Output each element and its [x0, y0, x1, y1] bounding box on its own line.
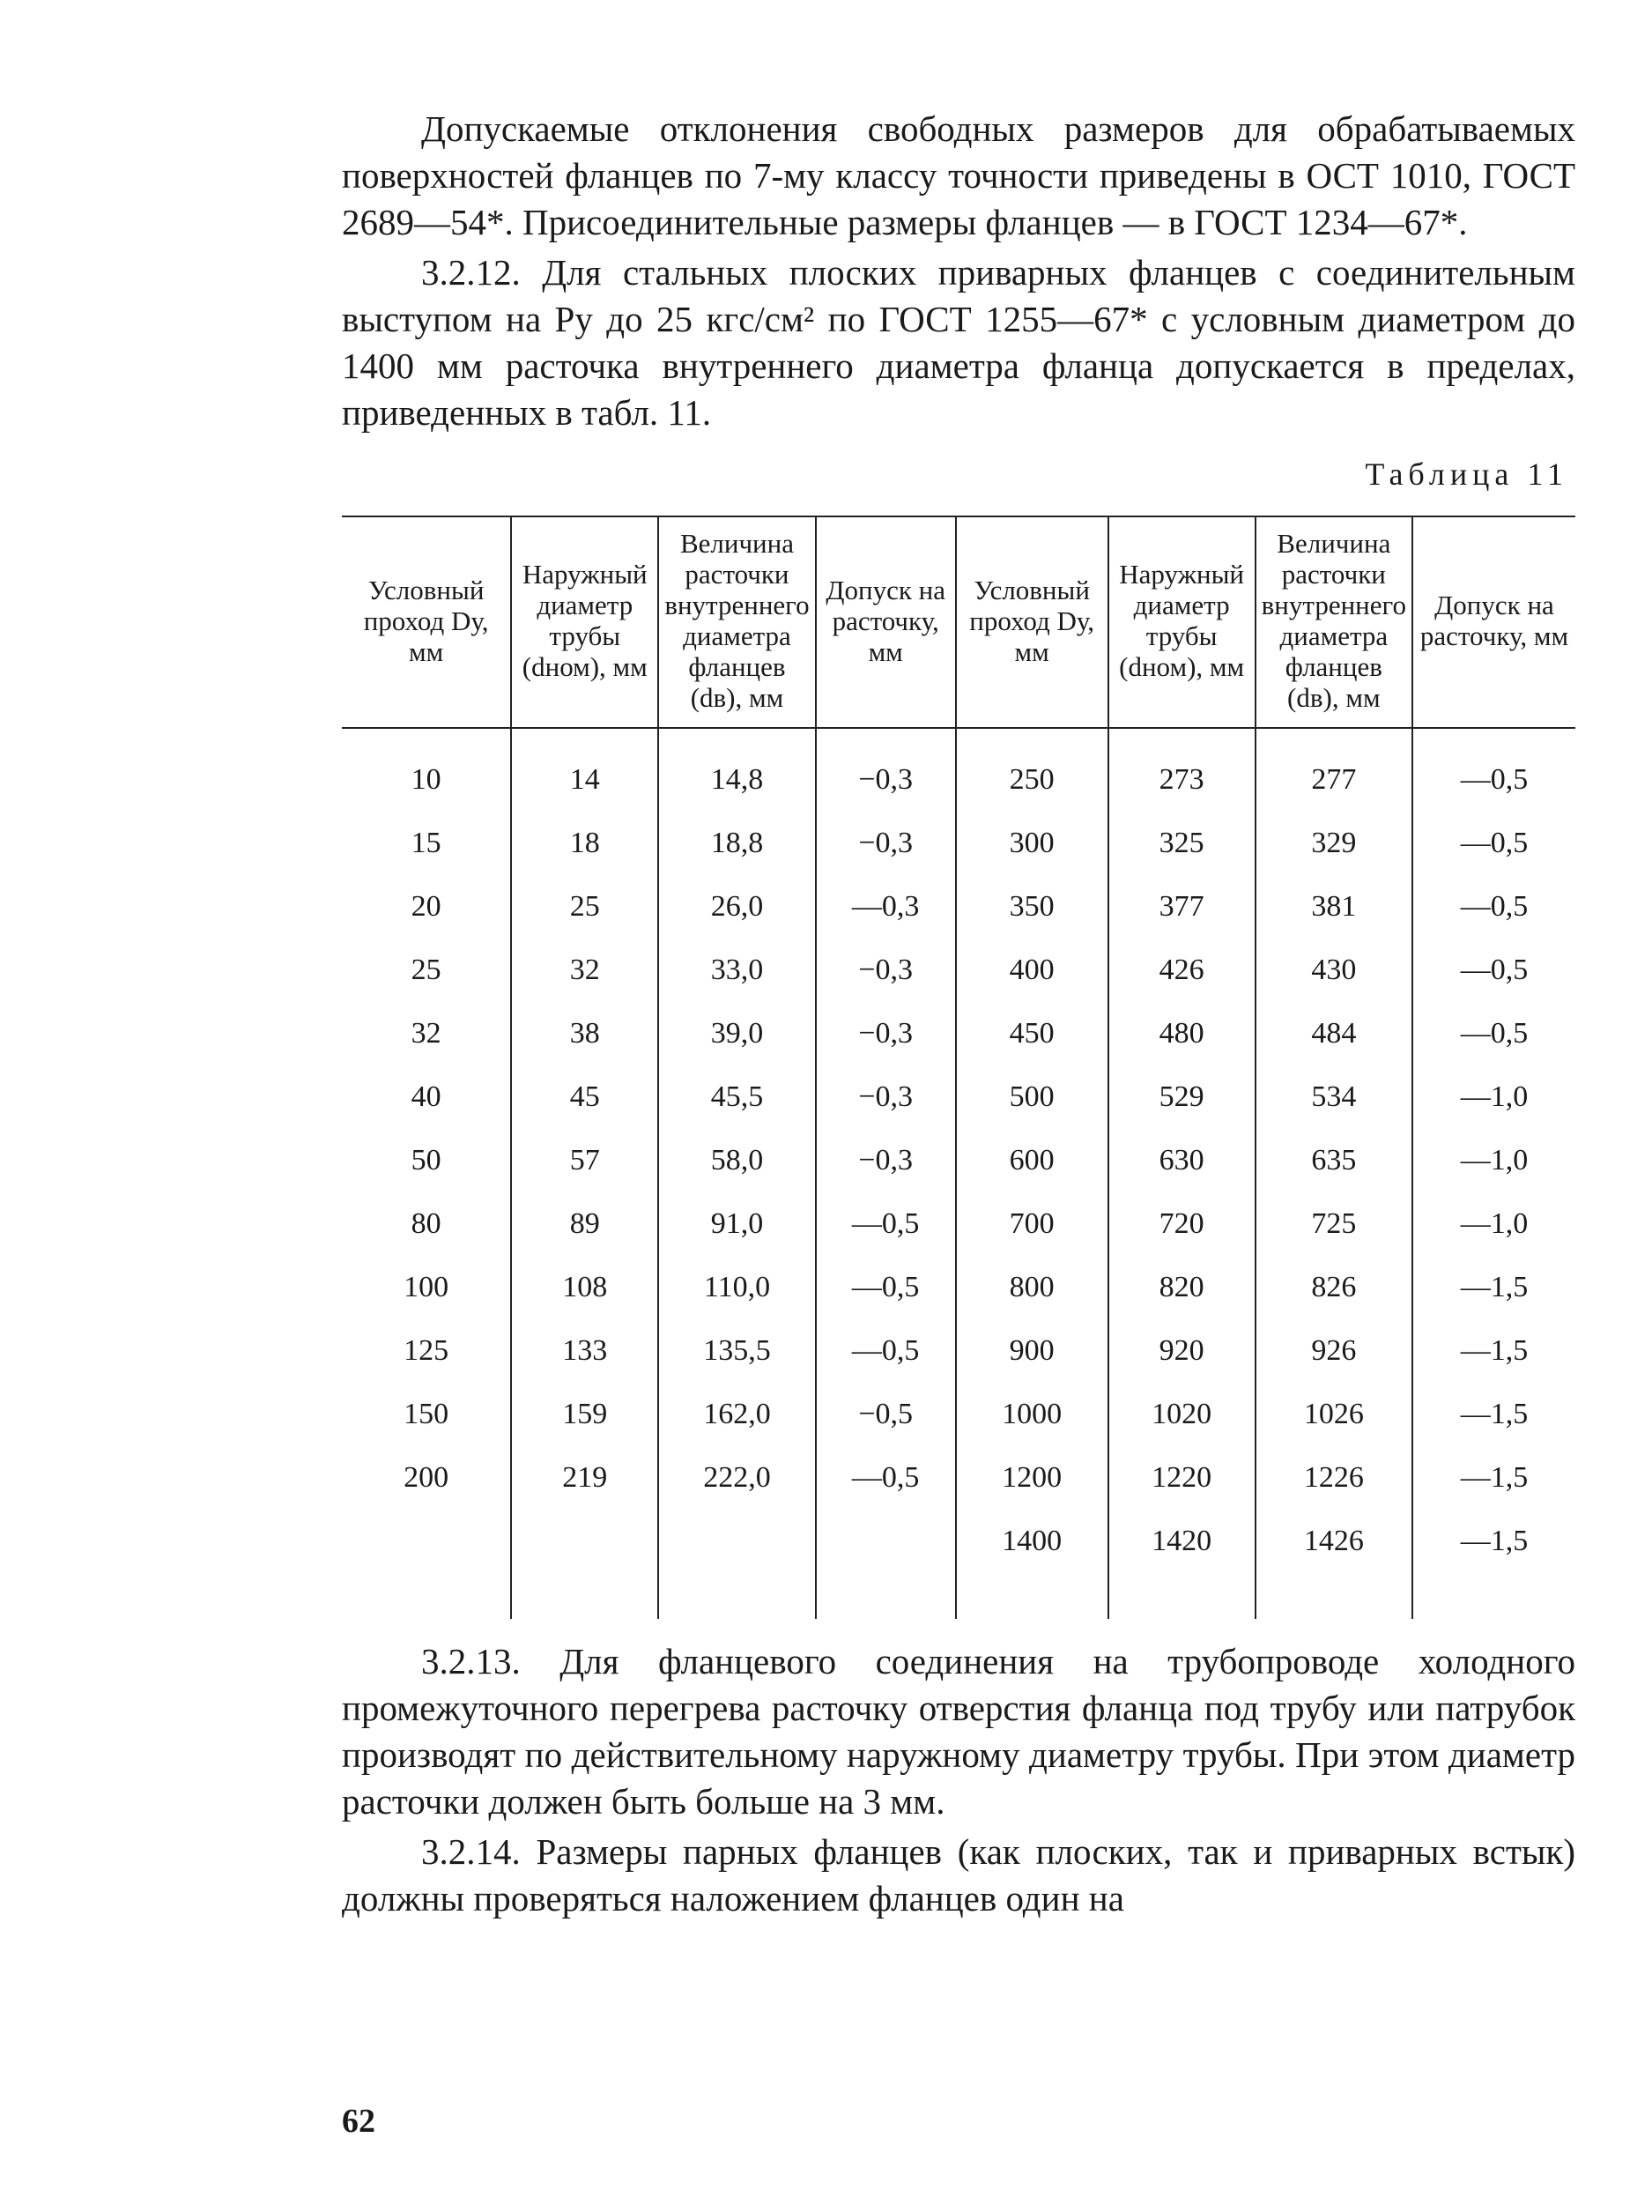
table-cell: 926	[1256, 1319, 1412, 1383]
table-cell: —1,5	[1412, 1510, 1575, 1573]
table-row	[342, 1446, 1575, 1510]
table-cell: 1400	[956, 1510, 1108, 1573]
table-cell: −0,5	[816, 1383, 956, 1446]
table-row	[342, 875, 1575, 939]
table-cell: 58,0	[658, 1129, 815, 1192]
table-cell: 1000	[956, 1383, 1108, 1446]
header-nominal-bore: Условный проход Dу, мм	[342, 516, 511, 728]
table-cell: 900	[956, 1319, 1108, 1383]
table-row	[342, 1510, 1575, 1573]
table-row	[342, 1129, 1575, 1192]
table-cell: 100	[404, 1271, 449, 1303]
table-body	[342, 728, 1575, 1619]
table-cell: 159	[511, 1383, 658, 1446]
table-cell: —0,5	[816, 1319, 956, 1383]
table-spacer-cell	[1256, 1573, 1412, 1619]
table-row	[342, 1065, 1575, 1129]
table-cell: 1426	[1256, 1510, 1412, 1573]
paragraph-3-2-12: 3.2.12. Для стальных плоских приварных фланцев с соединительным выступом на Pу до 25 кгс/см² по ГОСТ 1255—67* с условным диаметром до 1400 мм расточка внутреннего диаметра фланца допускается в пределах, приведенных в табл. 11.	[342, 252, 1575, 433]
table-cell: 219	[511, 1446, 658, 1510]
table-cell: 10	[411, 763, 441, 796]
table-caption: Таблица 11	[1365, 457, 1568, 492]
table-cell: —0,5	[816, 1192, 956, 1256]
table-cell: 40	[411, 1080, 441, 1113]
table-cell: 25	[411, 954, 441, 986]
table-cell: −0,3	[816, 812, 956, 875]
table-cell: 277	[1256, 728, 1412, 812]
table-header	[342, 516, 1575, 728]
table-cell: —0,5	[1412, 1002, 1575, 1065]
paragraph-3-2-13: 3.2.13. Для фланцевого соединения на трубопроводе холодного промежуточного перегрева расточку отверстия фланца под трубу или патрубок производят по действительному наружному диаметру трубы. При этом диаметр расточки должен быть больше на 3 мм.	[342, 1641, 1575, 1822]
table-cell: 57	[511, 1129, 658, 1192]
table-cell: 135,5	[658, 1319, 815, 1383]
table-spacer-cell	[956, 1573, 1108, 1619]
table-cell: 250	[956, 728, 1108, 812]
table-cell: 222,0	[658, 1446, 815, 1510]
table-cell: 15	[411, 827, 441, 859]
table-cell: 400	[956, 939, 1108, 1002]
table-cell: 133	[511, 1319, 658, 1383]
table-cell: −0,3	[816, 1065, 956, 1129]
table-cell: 800	[956, 1256, 1108, 1319]
table-cell: 32	[511, 939, 658, 1002]
table-cell: —0,5	[816, 1256, 956, 1319]
table-cell: 1026	[1256, 1383, 1412, 1446]
table-cell: −0,3	[816, 1002, 956, 1065]
table-row	[342, 939, 1575, 1002]
closing-text	[342, 1638, 1575, 1922]
table-cell: 1200	[956, 1446, 1108, 1510]
table-cell: —1,0	[1412, 1065, 1575, 1129]
table-cell: 725	[1256, 1192, 1412, 1256]
table-cell: 325	[1108, 812, 1256, 875]
table-cell: 484	[1256, 1002, 1412, 1065]
header-bore-size-2: Величина расточки внутреннего диаметра фланцев (dв), мм	[1256, 516, 1412, 728]
page-number: 62	[342, 2103, 375, 2140]
table-cell: 820	[1108, 1256, 1256, 1319]
paragraph-3-2-14: 3.2.14. Размеры парных фланцев (как плоских, так и приварных встык) должны проверяться наложением фланцев один на	[342, 1831, 1575, 1919]
table-cell: —1,5	[1412, 1446, 1575, 1510]
table-cell: 26,0	[658, 875, 815, 939]
table-cell: —0,5	[1412, 939, 1575, 1002]
header-bore-size: Величина расточки внутреннего диаметра фланцев (dв), мм	[658, 516, 815, 728]
table-cell: —0,5	[816, 1446, 956, 1510]
table-cell: 600	[956, 1129, 1108, 1192]
table-cell: 50	[411, 1144, 441, 1177]
table-cell: 635	[1256, 1129, 1412, 1192]
table-cell: 300	[956, 812, 1108, 875]
header-bore-tolerance: Допуск на расточку, мм	[816, 516, 956, 728]
table-cell: 91,0	[658, 1192, 815, 1256]
table-row	[342, 812, 1575, 875]
table-11	[342, 516, 1575, 1619]
table-cell: 426	[1108, 939, 1256, 1002]
table-cell: 1220	[1108, 1446, 1256, 1510]
table-cell: —1,5	[1412, 1319, 1575, 1383]
table-cell: —0,5	[1412, 812, 1575, 875]
table-cell: −0,3	[816, 728, 956, 812]
table-spacer-cell	[658, 1573, 815, 1619]
table-cell: 14	[511, 728, 658, 812]
table-cell: 25	[511, 875, 658, 939]
table-cell: 720	[1108, 1192, 1256, 1256]
table-cell: 20	[411, 890, 441, 923]
table-cell: 430	[1256, 939, 1412, 1002]
table-cell: 529	[1108, 1065, 1256, 1129]
table-cell: 18,8	[658, 812, 815, 875]
table-cell: —1,0	[1412, 1129, 1575, 1192]
table-cell	[511, 1510, 658, 1573]
table-row	[342, 1256, 1575, 1319]
table-cell: 630	[1108, 1129, 1256, 1192]
table-cell: 150	[404, 1398, 449, 1430]
table-cell: 534	[1256, 1065, 1412, 1129]
table-spacer-cell	[511, 1573, 658, 1619]
table-row	[342, 1383, 1575, 1446]
header-pipe-outer-diameter-2: Наружный диаметр трубы (dном), мм	[1108, 516, 1256, 728]
table-cell: 273	[1108, 728, 1256, 812]
table-cell: 377	[1108, 875, 1256, 939]
table-cell: 700	[956, 1192, 1108, 1256]
table-spacer-row	[342, 1573, 1575, 1619]
table-spacer-cell	[1412, 1573, 1575, 1619]
table-cell: 350	[956, 875, 1108, 939]
table-cell: 18	[511, 812, 658, 875]
table-cell: 1226	[1256, 1446, 1412, 1510]
table-cell: 33,0	[658, 939, 815, 1002]
table-spacer-cell	[342, 1573, 511, 1619]
table-cell: 381	[1256, 875, 1412, 939]
table-cell: −0,3	[816, 939, 956, 1002]
table-cell: 500	[956, 1065, 1108, 1129]
table-cell	[342, 1510, 511, 1573]
table-cell: —0,5	[1412, 728, 1575, 812]
table-cell: 1420	[1108, 1510, 1256, 1573]
table-cell: 39,0	[658, 1002, 815, 1065]
table-cell: 1020	[1108, 1383, 1256, 1446]
table-cell: 110,0	[658, 1256, 815, 1319]
table-cell: 32	[411, 1017, 441, 1050]
table-cell: 45	[511, 1065, 658, 1129]
table-cell: —1,0	[1412, 1192, 1575, 1256]
table-cell	[816, 1510, 956, 1573]
table-cell	[658, 1510, 815, 1573]
header-bore-tolerance-2: Допуск на расточку, мм	[1412, 516, 1575, 728]
paragraph-tolerances: Допускаемые отклонения свободных размеров для обрабатываемых поверхностей фланцев по 7-му классу точности приведены в ОСТ 1010, ГОСТ 2689—54*. Присоединительные размеры фланцев — в ГОСТ 1234—67*.	[342, 108, 1575, 242]
intro-text	[342, 106, 1575, 436]
table-cell: 200	[404, 1461, 449, 1494]
table-cell: 920	[1108, 1319, 1256, 1383]
table-cell: —0,5	[1412, 875, 1575, 939]
document-page	[342, 106, 1575, 1922]
header-row	[342, 516, 1575, 728]
table-row	[342, 1319, 1575, 1383]
header-nominal-bore-2: Условный проход Dу, мм	[956, 516, 1108, 728]
table-cell: 125	[404, 1334, 449, 1367]
table-row	[342, 728, 1575, 812]
table-cell: —0,3	[816, 875, 956, 939]
table-cell: 450	[956, 1002, 1108, 1065]
table-cell: 480	[1108, 1002, 1256, 1065]
table-cell: 45,5	[658, 1065, 815, 1129]
table-spacer-cell	[816, 1573, 956, 1619]
table-cell: 108	[511, 1256, 658, 1319]
table-cell: 89	[511, 1192, 658, 1256]
table-cell: 329	[1256, 812, 1412, 875]
table-cell: —1,5	[1412, 1383, 1575, 1446]
header-pipe-outer-diameter: Наружный диаметр трубы (dном), мм	[511, 516, 658, 728]
table-cell: 826	[1256, 1256, 1412, 1319]
table-cell: 80	[411, 1207, 441, 1240]
table-cell: —1,5	[1412, 1256, 1575, 1319]
table-cell: 14,8	[658, 728, 815, 812]
table-row	[342, 1192, 1575, 1256]
table-cell: 38	[511, 1002, 658, 1065]
table-spacer-cell	[1108, 1573, 1256, 1619]
table-cell: 162,0	[658, 1383, 815, 1446]
table-cell: −0,3	[816, 1129, 956, 1192]
table-row	[342, 1002, 1575, 1065]
